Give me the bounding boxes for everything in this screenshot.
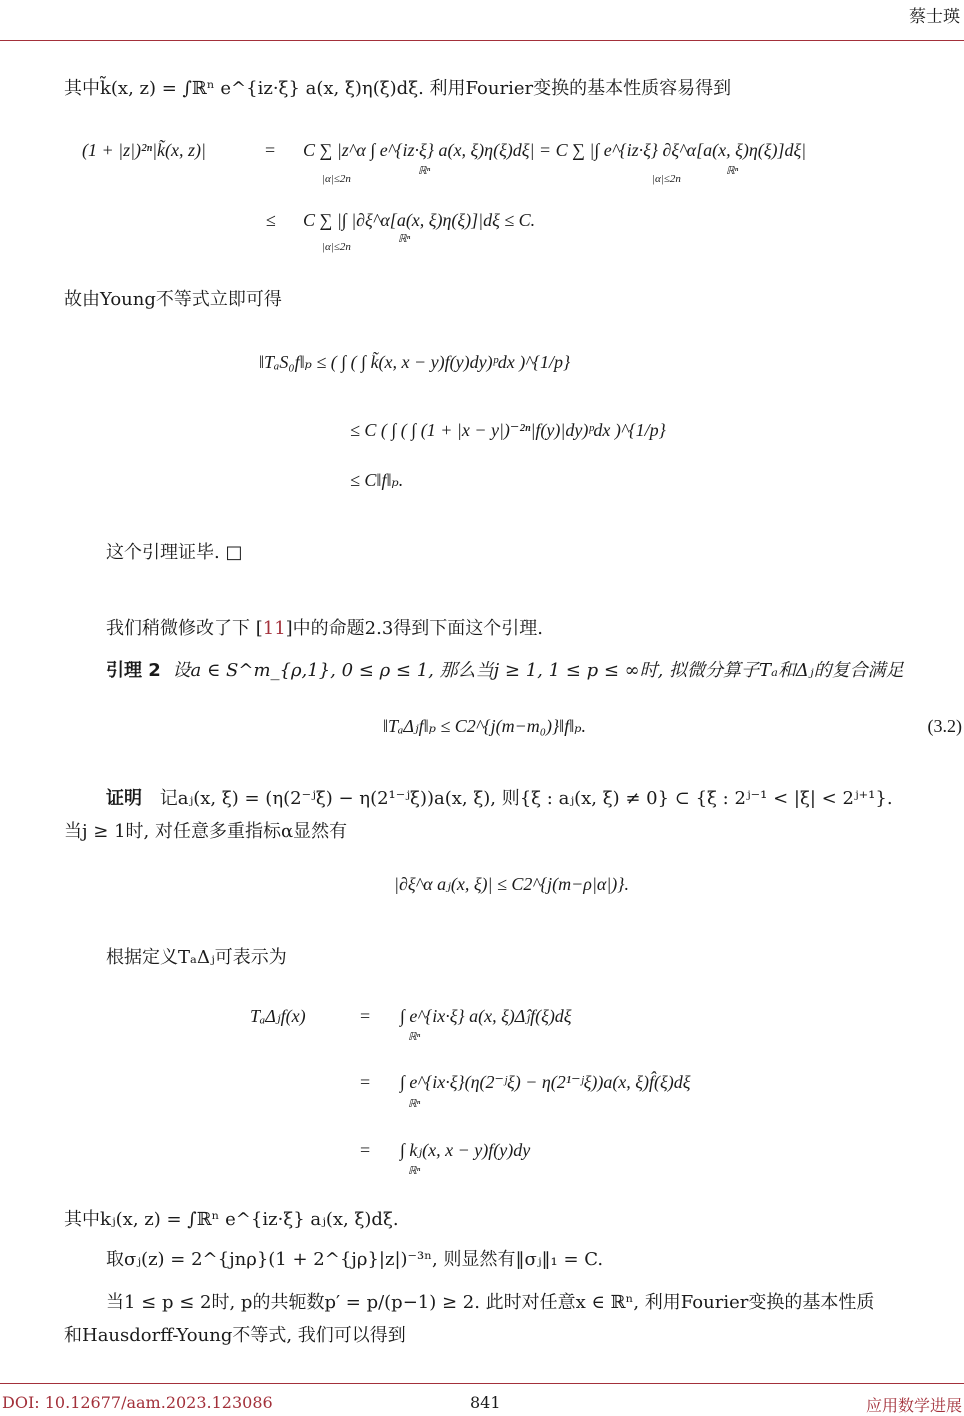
- proof-label: 证明: [106, 788, 142, 809]
- proof-line: 当j ≥ 1时, 对任意多重指标α显然有: [64, 821, 348, 842]
- citation-link[interactable]: 11: [262, 618, 286, 639]
- equation-line: (1 + |z|)²ⁿ|k̃(x, z)|: [82, 140, 206, 160]
- footer-journal-name: 应用数学进展: [865, 1396, 962, 1415]
- equation-relation: =: [360, 1140, 371, 1160]
- footer-page-number: 841: [470, 1393, 501, 1412]
- integral-subscript: ℝⁿ: [418, 165, 431, 177]
- integral-subscript: ℝⁿ: [408, 1031, 421, 1043]
- equation-line: ∫ e^{ix·ξ} a(x, ξ)Δ̂ⱼf(ξ)dξ: [400, 1006, 572, 1026]
- proof-line: 证明 记aⱼ(x, ξ) = (η(2⁻ʲξ) − η(2¹⁻ʲξ))a(x, ξ), 则{ξ : aⱼ(x, ξ) ≠ 0} ⊂ {ξ : 2ʲ⁻¹ < |ξ| < 2ʲ⁺¹}.: [106, 788, 893, 809]
- paragraph: 其中kⱼ(x, z) = ∫ℝⁿ e^{iz·ξ} aⱼ(x, ξ)dξ.: [64, 1209, 399, 1230]
- equation-relation: =: [360, 1006, 371, 1026]
- lemma-label: 引理 2: [106, 660, 161, 681]
- equation-line: C ∑ |∫ |∂ξ^α[a(x, ξ)η(ξ)]|dξ ≤ C.: [303, 210, 536, 230]
- equation-line: ∫ e^{ix·ξ}(η(2⁻ʲξ) − η(2¹⁻ʲξ))a(x, ξ)f̂(ξ)dξ: [400, 1072, 691, 1092]
- integral-subscript: ℝⁿ: [726, 165, 739, 177]
- paragraph: 和Hausdorff-Young不等式, 我们可以得到: [64, 1325, 406, 1346]
- equation-relation: ≤: [266, 210, 276, 230]
- paragraph: 取σⱼ(z) = 2^{jnρ}(1 + 2^{jρ}|z|)⁻³ⁿ, 则显然有‖σⱼ‖₁ = C.: [106, 1249, 604, 1270]
- integral-subscript: ℝⁿ: [398, 233, 411, 245]
- footer-doi[interactable]: DOI: 10.12677/aam.2023.123086: [2, 1393, 273, 1412]
- paragraph: 故由Young不等式立即可得: [64, 289, 282, 310]
- footer-rule: [0, 1383, 964, 1384]
- paragraph: 根据定义TₐΔⱼ可表示为: [106, 947, 287, 968]
- equation-lhs: TₐΔⱼf(x): [250, 1006, 306, 1026]
- equation-line: ≤ C ( ∫ ( ∫ (1 + |x − y|)⁻²ⁿ|f(y)|dy)ᵖdx )^{1/p}: [350, 420, 666, 440]
- paragraph: 我们稍微修改了下 [11]中的命题2.3得到下面这个引理.: [106, 618, 544, 639]
- paragraph: 这个引理证毕. □: [106, 542, 243, 563]
- equation-line: ≤ C‖f‖ₚ.: [350, 470, 404, 490]
- summation-subscript: |α|≤2n: [322, 241, 351, 253]
- summation-subscript: |α|≤2n: [652, 173, 681, 185]
- running-header-author: 蔡士瑛: [909, 7, 960, 27]
- equation-line: ‖TₐS₀f‖ₚ ≤ ( ∫ ( ∫ k̃(x, x − y)f(y)dy)ᵖdx )^{1/p}: [259, 352, 571, 372]
- equation-number: (3.2): [927, 716, 962, 736]
- lemma-statement: 引理 2 设a ∈ S^m_{ρ,1}, 0 ≤ ρ ≤ 1, 那么当j ≥ 1, 1 ≤ p ≤ ∞时, 拟微分算子Tₐ和Δⱼ的复合满足: [106, 660, 904, 681]
- equation-relation: =: [360, 1072, 371, 1092]
- equation-line: ‖TₐΔⱼf‖ₚ ≤ C2^{j(m−m₀)}‖f‖ₚ.: [383, 716, 586, 736]
- equation-line: ∫ kⱼ(x, x − y)f(y)dy: [400, 1140, 531, 1160]
- summation-subscript: |α|≤2n: [322, 173, 351, 185]
- paragraph: 当1 ≤ p ≤ 2时, p的共轭数p′ = p/(p−1) ≥ 2. 此时对任意x ∈ ℝⁿ, 利用Fourier变换的基本性质: [106, 1292, 875, 1313]
- equation-relation: =: [265, 140, 276, 160]
- equation-line: C ∑ |z^α ∫ e^{iz·ξ} a(x, ξ)η(ξ)dξ| = C ∑ |∫ e^{iz·ξ} ∂ξ^α[a(x, ξ)η(ξ)]dξ|: [303, 140, 807, 160]
- integral-subscript: ℝⁿ: [408, 1165, 421, 1177]
- integral-subscript: ℝⁿ: [408, 1098, 421, 1110]
- paragraph: 其中k̃(x, z) = ∫ℝⁿ e^{iz·ξ} a(x, ξ)η(ξ)dξ. 利用Fourier变换的基本性质容易得到: [64, 78, 732, 99]
- equation-line: |∂ξ^α aⱼ(x, ξ)| ≤ C2^{j(m−ρ|α|)}.: [394, 874, 629, 894]
- header-rule: [0, 40, 964, 41]
